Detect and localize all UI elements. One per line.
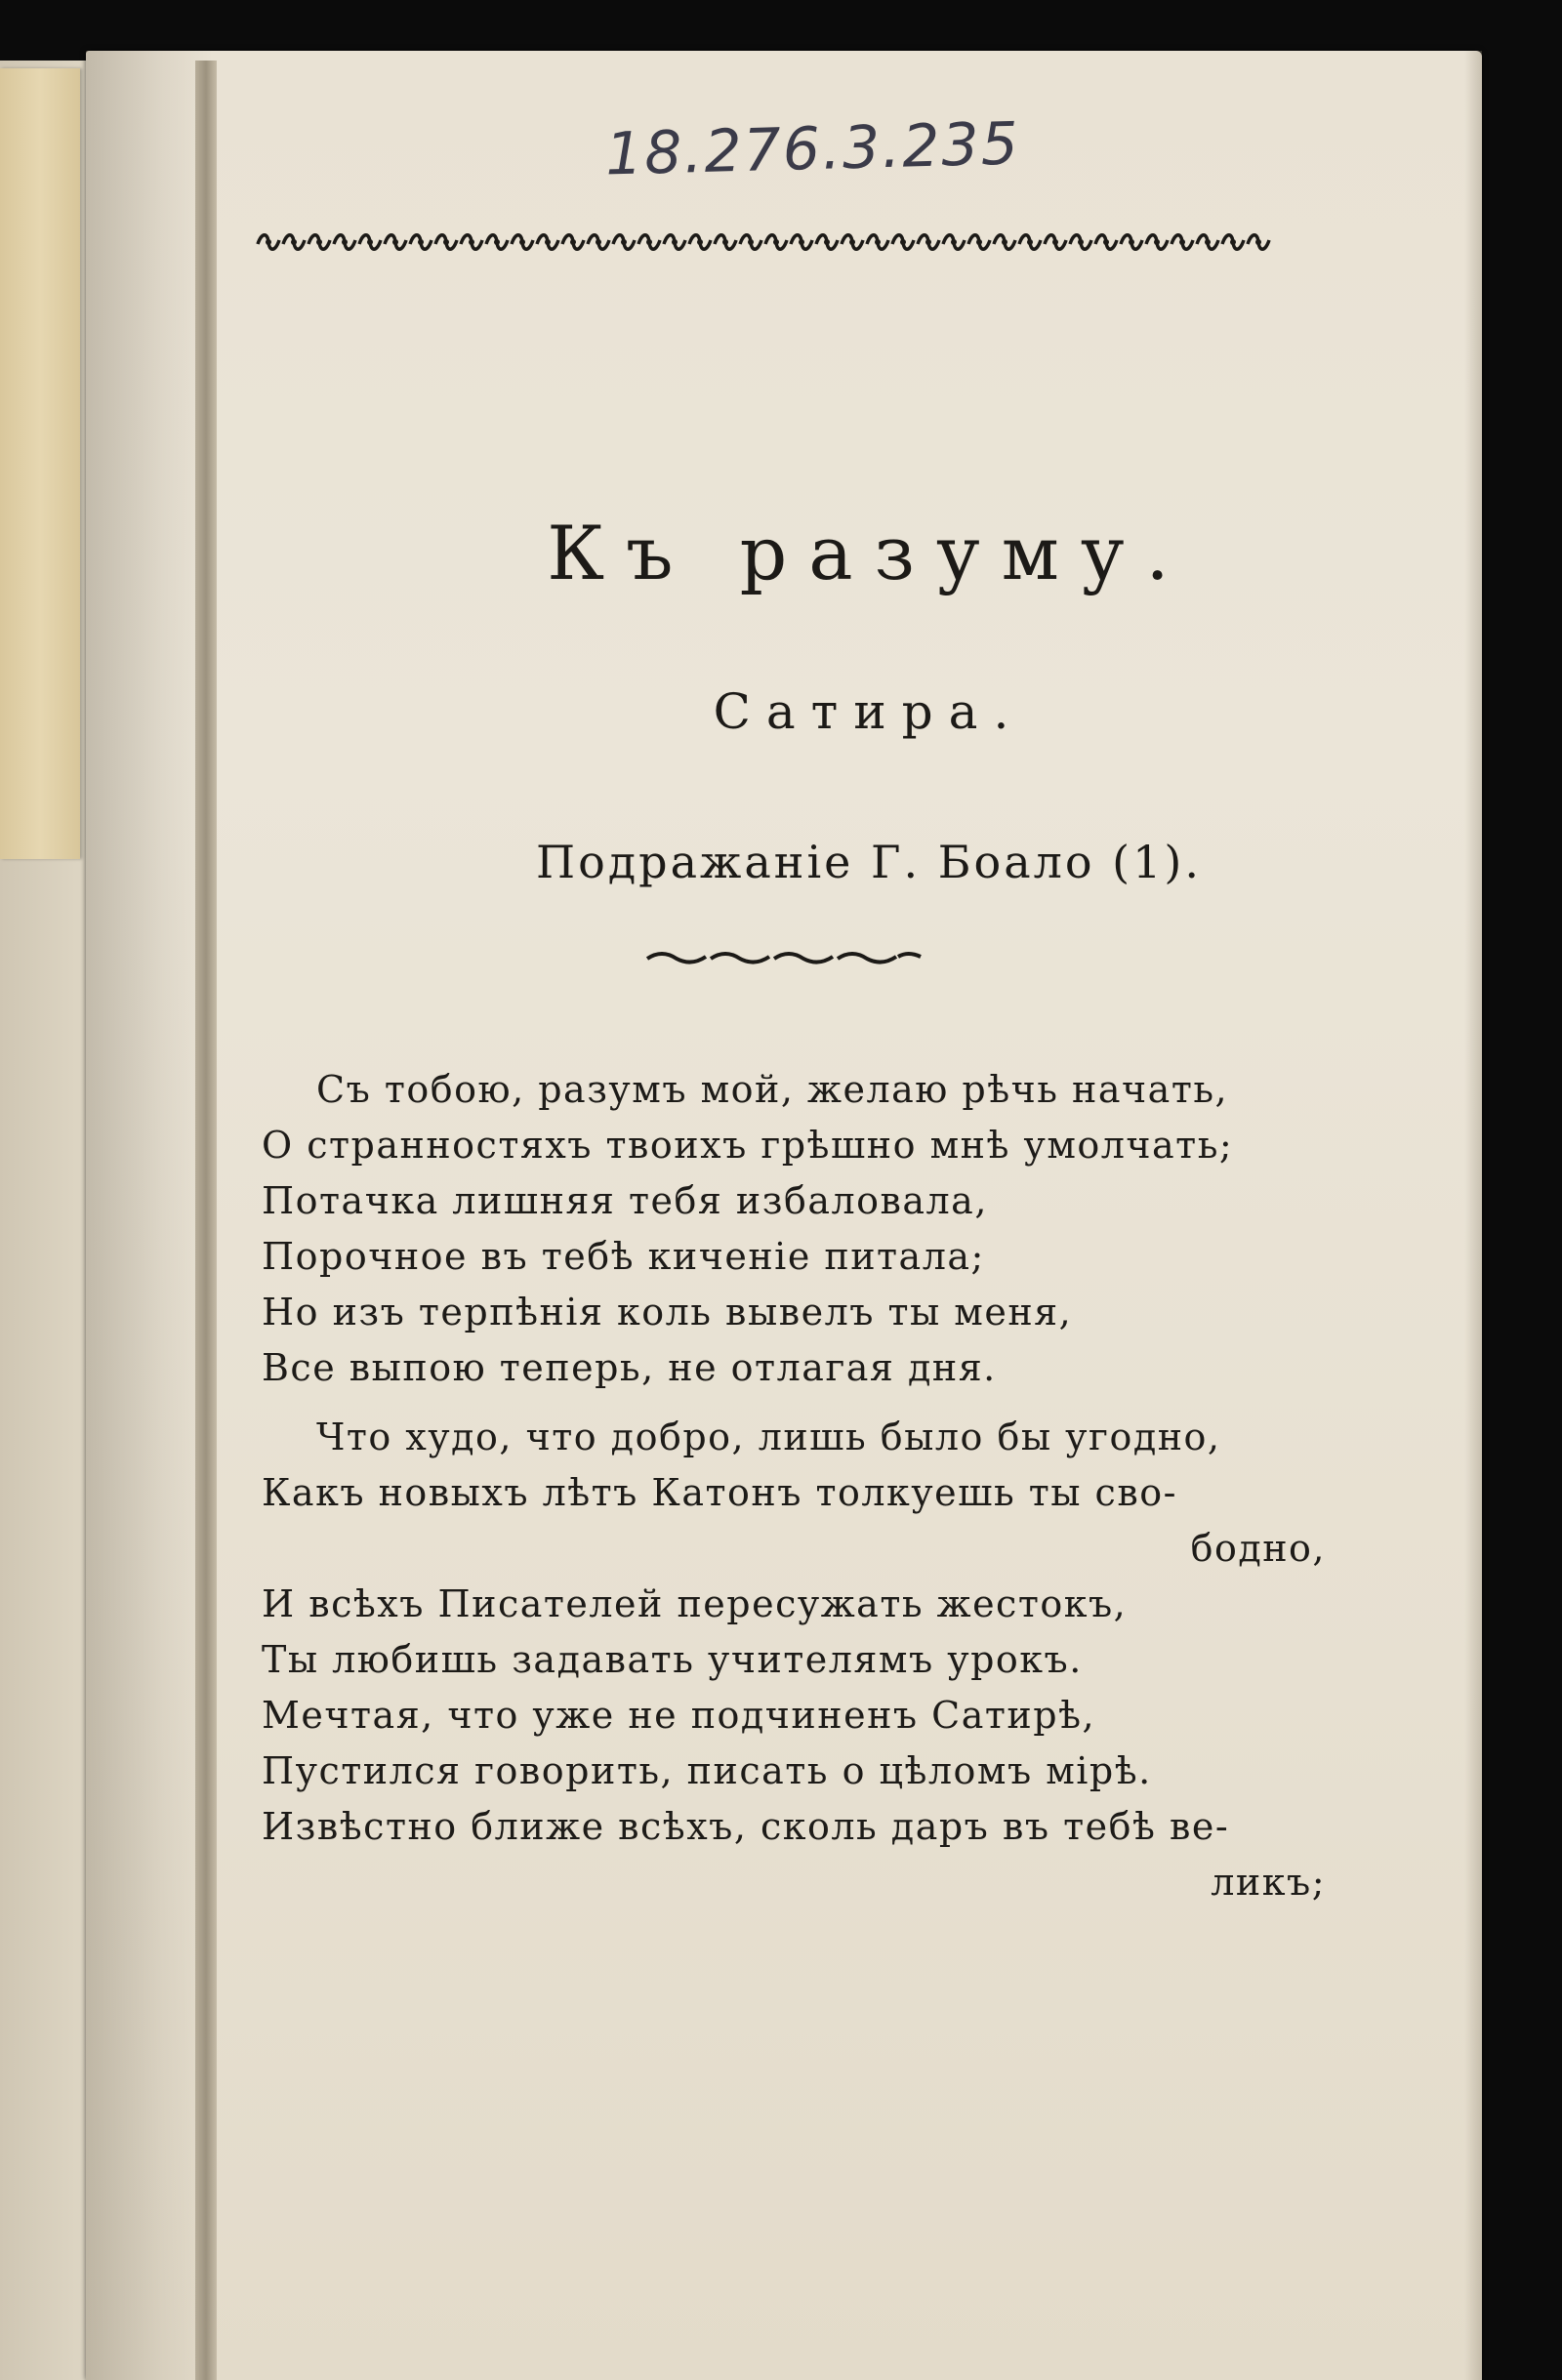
ornament-unit [1197, 235, 1218, 250]
ornament-unit [943, 235, 965, 250]
poem-line: Потачка лишняя тебя избаловала, [262, 1179, 988, 1222]
ornament-unit [740, 235, 761, 250]
subtitle: Сатира. [713, 683, 1025, 740]
poem-line: Но изъ терпѣнія коль вывелъ ты меня, [262, 1291, 1073, 1334]
ornament-unit [308, 235, 330, 250]
ornament-unit [892, 235, 914, 250]
ornament-unit [562, 235, 584, 250]
ornament-unit [918, 235, 939, 250]
poem-line: Мечтая, что уже не подчиненъ Сатирѣ, [262, 1694, 1096, 1737]
ornament-unit [461, 235, 482, 250]
ornament-unit [512, 235, 533, 250]
ornament-unit [994, 235, 1015, 250]
ornament-unit [334, 235, 355, 250]
ornament-unit [1248, 235, 1269, 250]
spine-label [0, 68, 80, 859]
imitation-line: Подражаніе Г. Боало (1). [536, 836, 1202, 888]
poem-line: Все выпою теперь, не отлагая дня. [262, 1346, 997, 1389]
page-title: Къ разуму. [547, 510, 1191, 596]
ornament-unit [867, 235, 888, 250]
small-ornament [642, 943, 925, 972]
ornament-unit [359, 235, 381, 250]
poem-line: О странностяхъ твоихъ грѣшно мнѣ умолчать; [262, 1124, 1234, 1167]
ornament-unit [1070, 235, 1091, 250]
poem-line: Съ тобою, разумъ мой, желаю рѣчь начать, [316, 1068, 1229, 1111]
ornament-unit [1045, 235, 1066, 250]
ornament-unit [588, 235, 609, 250]
ornament-unit [258, 235, 279, 250]
ornament-unit [1121, 235, 1142, 250]
poem-line: Извѣстно ближе всѣхъ, сколь даръ въ тебѣ ве- [262, 1805, 1230, 1848]
ornament-unit [435, 235, 457, 250]
ornament-unit [791, 235, 812, 250]
ornament-unit [842, 235, 863, 250]
page-edge [1464, 51, 1482, 2380]
poem-line-continuation: ликъ; [1211, 1861, 1326, 1904]
ornament-unit [968, 235, 990, 250]
ornament-unit [613, 235, 635, 250]
ornament-unit [1095, 235, 1117, 250]
ornament-unit [1019, 235, 1041, 250]
ornament-unit [385, 235, 406, 250]
ornament-unit [1172, 235, 1193, 250]
ornament-unit [664, 235, 685, 250]
ornament-unit [283, 235, 305, 250]
ornament-unit [689, 235, 711, 250]
ornament-unit [816, 235, 838, 250]
ornament-unit [715, 235, 736, 250]
poem-line: Порочное въ тебѣ киченіе питала; [262, 1235, 985, 1278]
ornament-unit [1222, 235, 1244, 250]
spine-fold [195, 61, 217, 2380]
ornament-unit [537, 235, 558, 250]
poem-line: Пустился говорить, писать о цѣломъ мірѣ. [262, 1749, 1152, 1792]
ornament-unit [486, 235, 508, 250]
ornament-unit [1146, 235, 1168, 250]
poem-body [262, 1062, 1326, 1910]
poem-line-continuation: бодно, [1190, 1527, 1326, 1570]
poem-line: Что худо, что добро, лишь было бы угодно, [316, 1416, 1221, 1458]
poem-line: Ты любишь задавать учителямъ урокъ. [262, 1638, 1083, 1681]
poem-line: И всѣхъ Писателей пересужать жестокъ, [262, 1582, 1128, 1625]
handwritten-shelfmark: 18.276.3.235 [604, 109, 1021, 189]
ornamental-rule [256, 226, 1277, 258]
poem-line: Какъ новыхъ лѣтъ Катонъ толкуешь ты сво- [262, 1471, 1177, 1514]
ornament-unit [638, 235, 660, 250]
ornament-unit [765, 235, 787, 250]
ornament-unit [410, 235, 432, 250]
